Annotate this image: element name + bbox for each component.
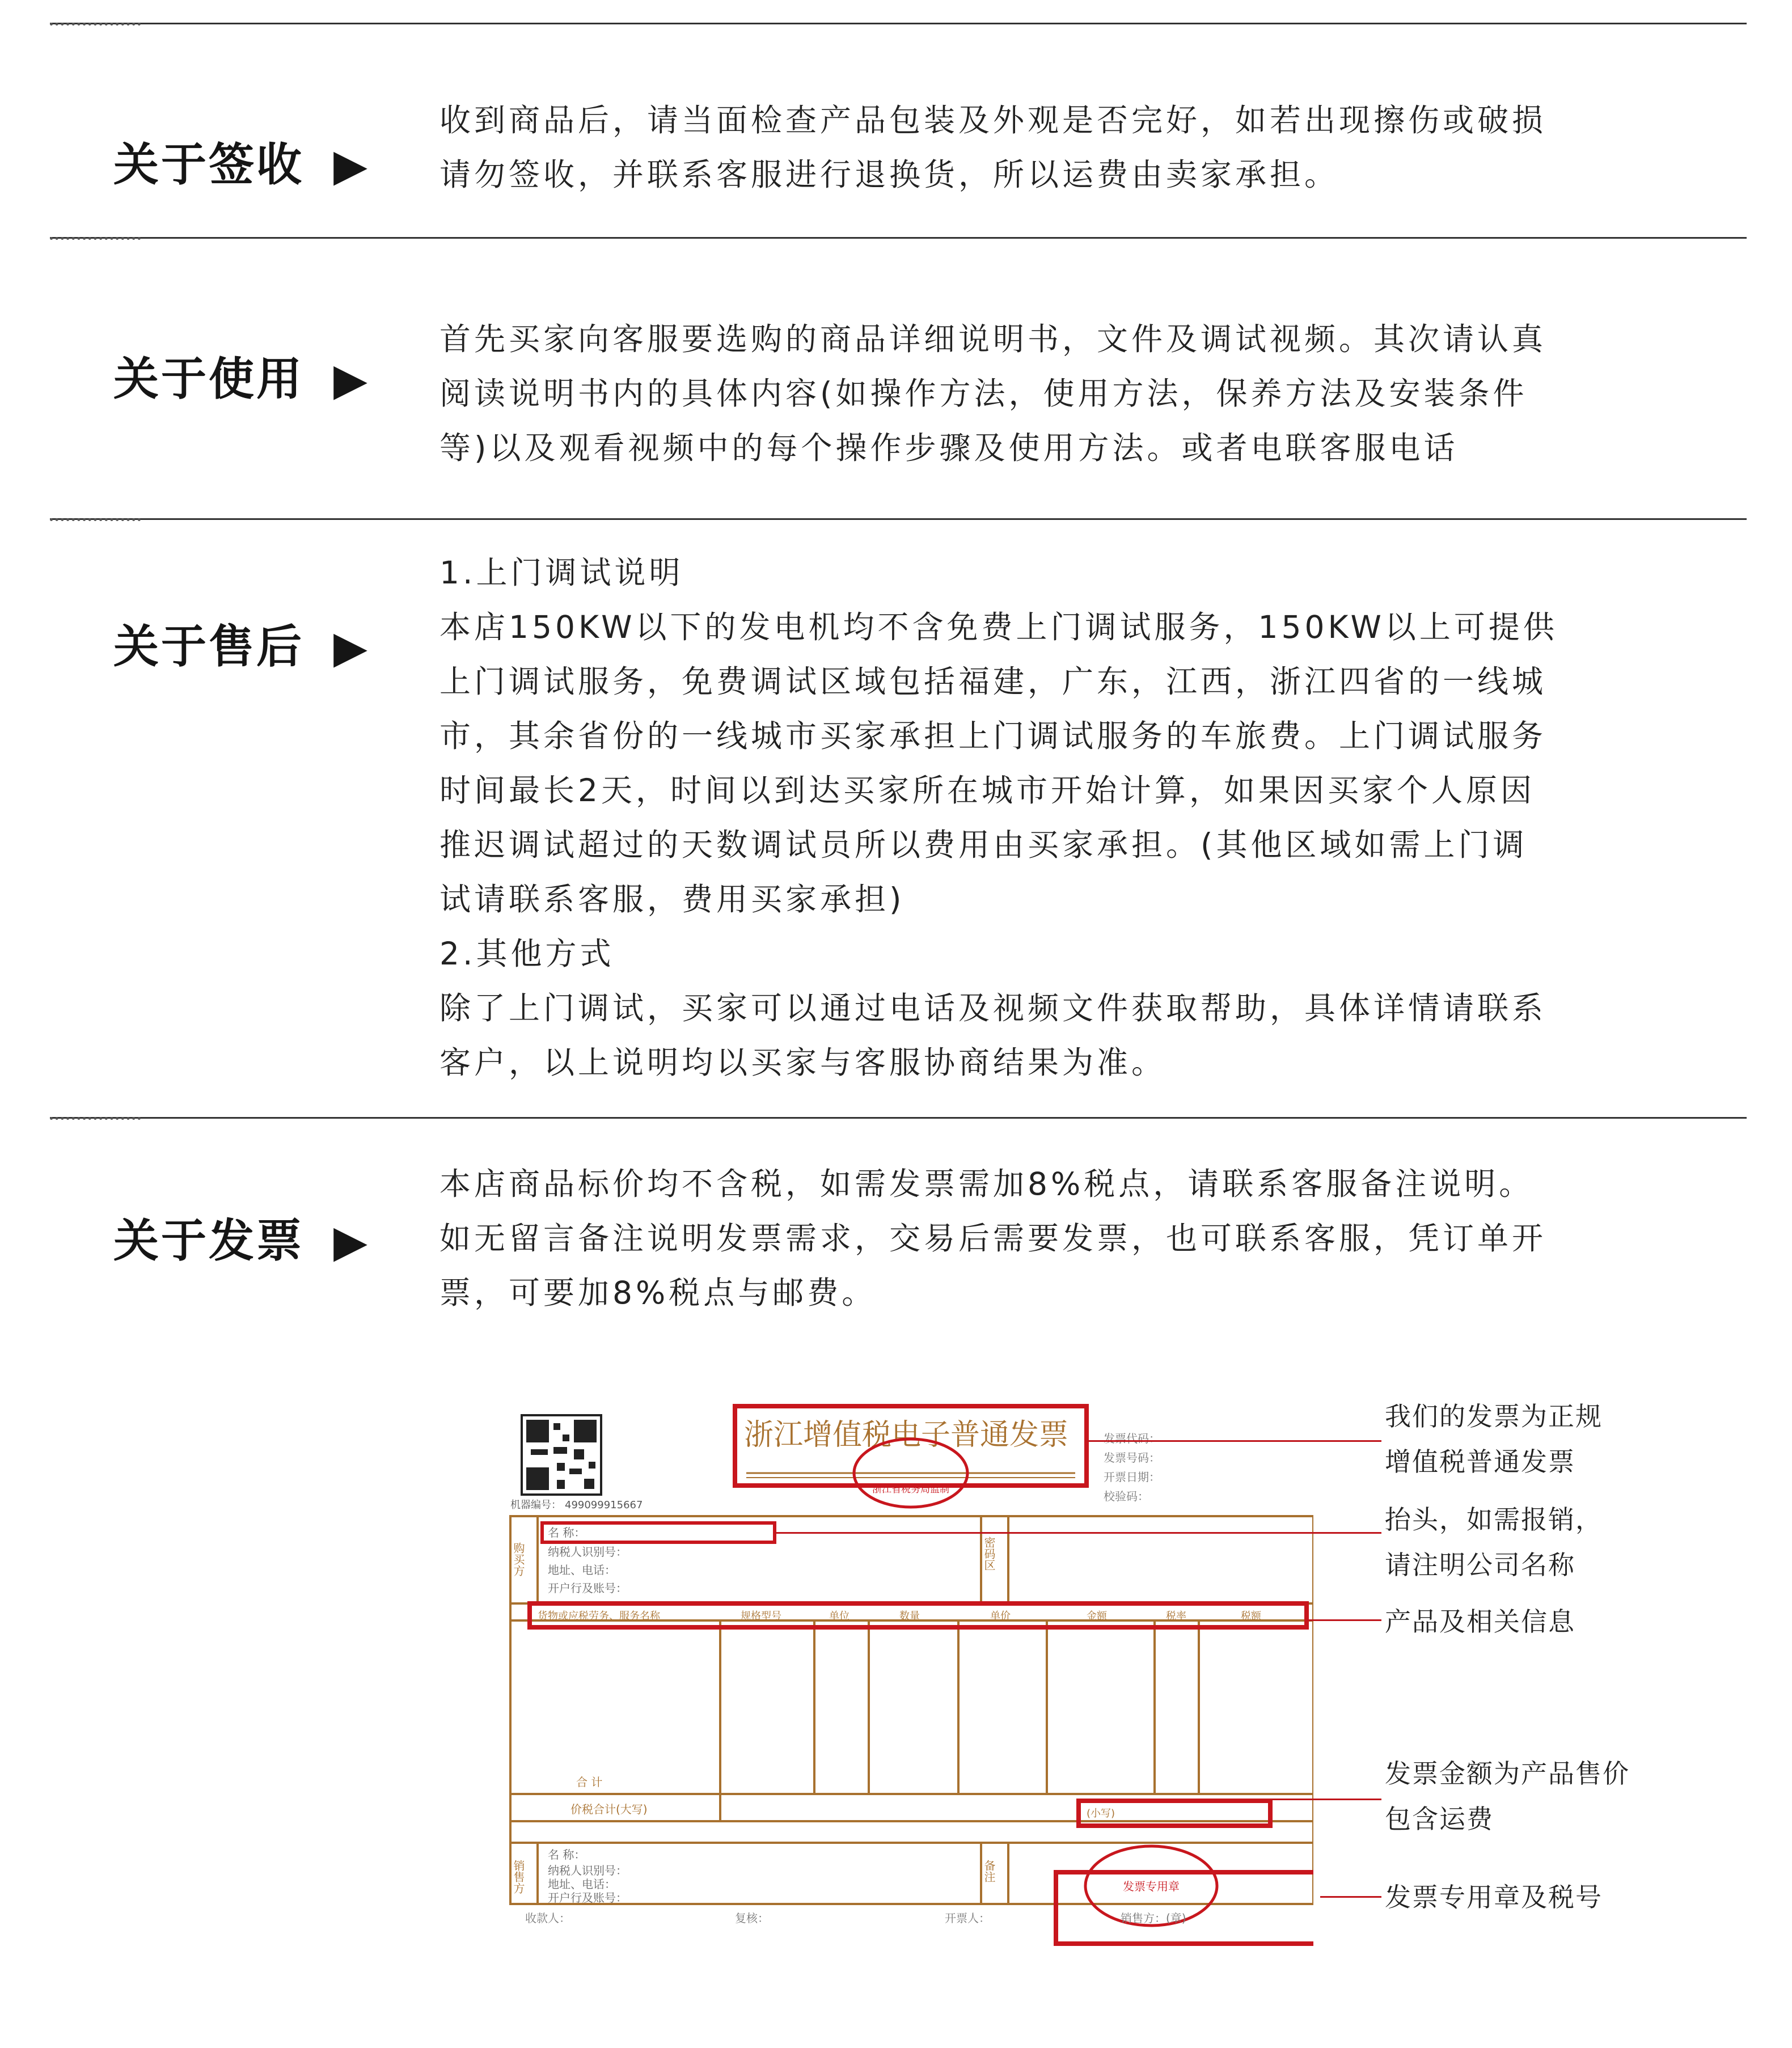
- buyer-field: 纳税人识别号：: [548, 1545, 627, 1559]
- triangle-right-icon: ▶: [333, 354, 370, 405]
- section-title-text: 关于发票: [113, 1215, 304, 1267]
- annotation-line: 产品及相关信息: [1385, 1606, 1575, 1637]
- body-line: 本店商品标价均不含税，如需发票需加8%税点，请联系客服备注说明。: [439, 1166, 1534, 1202]
- section-title-text: 关于售后: [113, 620, 304, 673]
- buyer-field: 名 称：: [548, 1526, 586, 1539]
- annotation-line: 发票专用章及税号: [1385, 1882, 1603, 1912]
- body-line: 市，其余省份的一线城市买家承担上门调试服务的车旅费。上门调试服务: [439, 718, 1547, 754]
- meta-label: 发票代码：: [1104, 1432, 1160, 1445]
- meta-label: 开票日期：: [1104, 1470, 1160, 1484]
- body-line: 阅读说明书内的具体内容(如操作方法，使用方法，保养方法及安装条件: [439, 375, 1528, 412]
- seller-field: 纳税人识别号：: [548, 1864, 627, 1877]
- triangle-right-icon: ▶: [333, 1216, 370, 1267]
- body-line: 请勿签收，并联系客服进行退换货，所以运费由卖家承担。: [439, 156, 1339, 193]
- section-body-signing: [439, 93, 1704, 202]
- annotation-line: 发票金额为产品售价: [1385, 1758, 1630, 1789]
- body-line: 上门调试服务，免费调试区域包括福建，广东，江西，浙江四省的一线城: [439, 663, 1547, 700]
- seller-field: 开户行及账号：: [548, 1891, 627, 1905]
- annotation-line: 我们的发票为正规: [1385, 1401, 1603, 1432]
- section-title-after-sales: [113, 610, 370, 675]
- section-title-usage: [113, 342, 370, 408]
- seller-side-label: 销售方: [512, 1860, 525, 1894]
- leader-line: [1320, 1896, 1381, 1898]
- body-line: 时间最长2天，时间以到达买家所在城市开始计算，如果因买家个人原因: [439, 772, 1535, 809]
- annotation-product-info: [1385, 1599, 1575, 1644]
- amount-words-label: 价税合计(大写): [570, 1802, 648, 1816]
- body-line: 等)以及观看视频中的每个操作步骤及使用方法。或者电联客服电话: [439, 430, 1459, 466]
- divider-3: [50, 1117, 1747, 1119]
- section-title-signing: [113, 128, 370, 193]
- body-line: 首先买家向客服要选购的商品详细说明书，文件及调试视频。其次请认真: [439, 321, 1547, 357]
- column-header: 税率: [1166, 1610, 1186, 1622]
- body-line: 1.上门调试说明: [439, 555, 684, 591]
- body-line: 客户，以上说明均以买家与客服协商结果为准。: [439, 1044, 1167, 1081]
- leader-line: [1270, 1799, 1381, 1800]
- leader-line: [1307, 1619, 1381, 1621]
- machine-no: 499099915667: [565, 1499, 643, 1511]
- column-header: 规格型号: [741, 1610, 781, 1622]
- column-header: 单价: [990, 1610, 1011, 1622]
- footer-label: 销售方：(章): [1121, 1911, 1186, 1925]
- divider-1: [50, 237, 1747, 239]
- meta-label: 发票号码：: [1104, 1451, 1160, 1465]
- leader-line: [775, 1532, 1381, 1534]
- annotation-line: 包含运费: [1385, 1804, 1494, 1834]
- buyer-field: 开户行及账号：: [548, 1581, 627, 1595]
- body-line: 如无留言备注说明发票需求，交易后需要发票，也可联系客服，凭订单开: [439, 1220, 1547, 1256]
- section-body-usage: [439, 312, 1704, 475]
- section-body-after-sales: [439, 545, 1704, 1090]
- column-header: 金额: [1087, 1610, 1107, 1622]
- footer-label: 收款人：: [525, 1911, 570, 1925]
- password-area-label: 密码区: [982, 1537, 996, 1571]
- column-header: 税额: [1241, 1610, 1261, 1622]
- meta-label: 校验码：: [1104, 1490, 1149, 1503]
- amount-small-label: (小写): [1087, 1808, 1115, 1819]
- buyer-field: 地址、电话：: [548, 1563, 616, 1577]
- annotation-line: 请注明公司名称: [1385, 1550, 1575, 1580]
- section-title-text: 关于签收: [113, 138, 304, 191]
- column-header: 货物或应税劳务、服务名称: [538, 1610, 660, 1622]
- footer-label: 开票人：: [945, 1911, 990, 1925]
- total-label: 合 计: [576, 1775, 603, 1789]
- footer-label: 复核：: [735, 1911, 769, 1925]
- machine-no-label: 机器编号：: [510, 1499, 561, 1511]
- section-body-invoice: [439, 1157, 1704, 1320]
- qr-code-icon: [522, 1415, 601, 1495]
- annotation-official-invoice: [1385, 1394, 1603, 1484]
- annotation-invoice-header: [1385, 1497, 1603, 1588]
- section-title-text: 关于使用: [113, 353, 304, 405]
- body-line: 试请联系客服，费用买家承担): [439, 881, 905, 917]
- column-header: 单位: [829, 1610, 849, 1622]
- triangle-right-icon: ▶: [333, 140, 370, 191]
- invoice-sample-image: [463, 1395, 1313, 1962]
- divider-top: [50, 23, 1747, 24]
- body-line: 收到商品后，请当面检查产品包装及外观是否完好，如若出现擦伤或破损: [439, 102, 1547, 138]
- invoice-title: 浙江增值税电子普通发票: [744, 1418, 1069, 1452]
- divider-2: [50, 518, 1747, 520]
- body-line: 推迟调试超过的天数调试员所以费用由买家承担。(其他区域如需上门调: [439, 827, 1528, 863]
- annotation-line: 抬头，如需报销，: [1385, 1504, 1603, 1535]
- annotation-invoice-amount: [1385, 1751, 1630, 1842]
- buyer-side-label: 购买方: [512, 1542, 525, 1576]
- column-header: 数量: [899, 1610, 920, 1622]
- body-line: 本店150KW以下的发电机均不含免费上门调试服务，150KW以上可提供: [439, 609, 1558, 645]
- tax-bureau-stamp-text: 浙江省税务局监制: [872, 1484, 949, 1495]
- section-title-invoice: [113, 1204, 370, 1270]
- seller-field: 名 称：: [548, 1848, 586, 1861]
- invoice-table-frame: [510, 1516, 1313, 1904]
- leader-line: [1087, 1440, 1381, 1442]
- invoice-special-seal-text: 发票专用章: [1123, 1880, 1180, 1893]
- body-line: 除了上门调试，买家可以通过电话及视频文件获取帮助，具体详情请联系: [439, 990, 1547, 1026]
- triangle-right-icon: ▶: [333, 622, 370, 673]
- annotation-seal-tax-no: [1385, 1874, 1603, 1920]
- annotation-line: 增值税普通发票: [1385, 1446, 1575, 1477]
- body-line: 票，可要加8%税点与邮费。: [439, 1275, 877, 1311]
- seller-field: 地址、电话：: [548, 1877, 616, 1891]
- body-line: 2.其他方式: [439, 936, 615, 972]
- remark-label: 备注: [982, 1860, 996, 1882]
